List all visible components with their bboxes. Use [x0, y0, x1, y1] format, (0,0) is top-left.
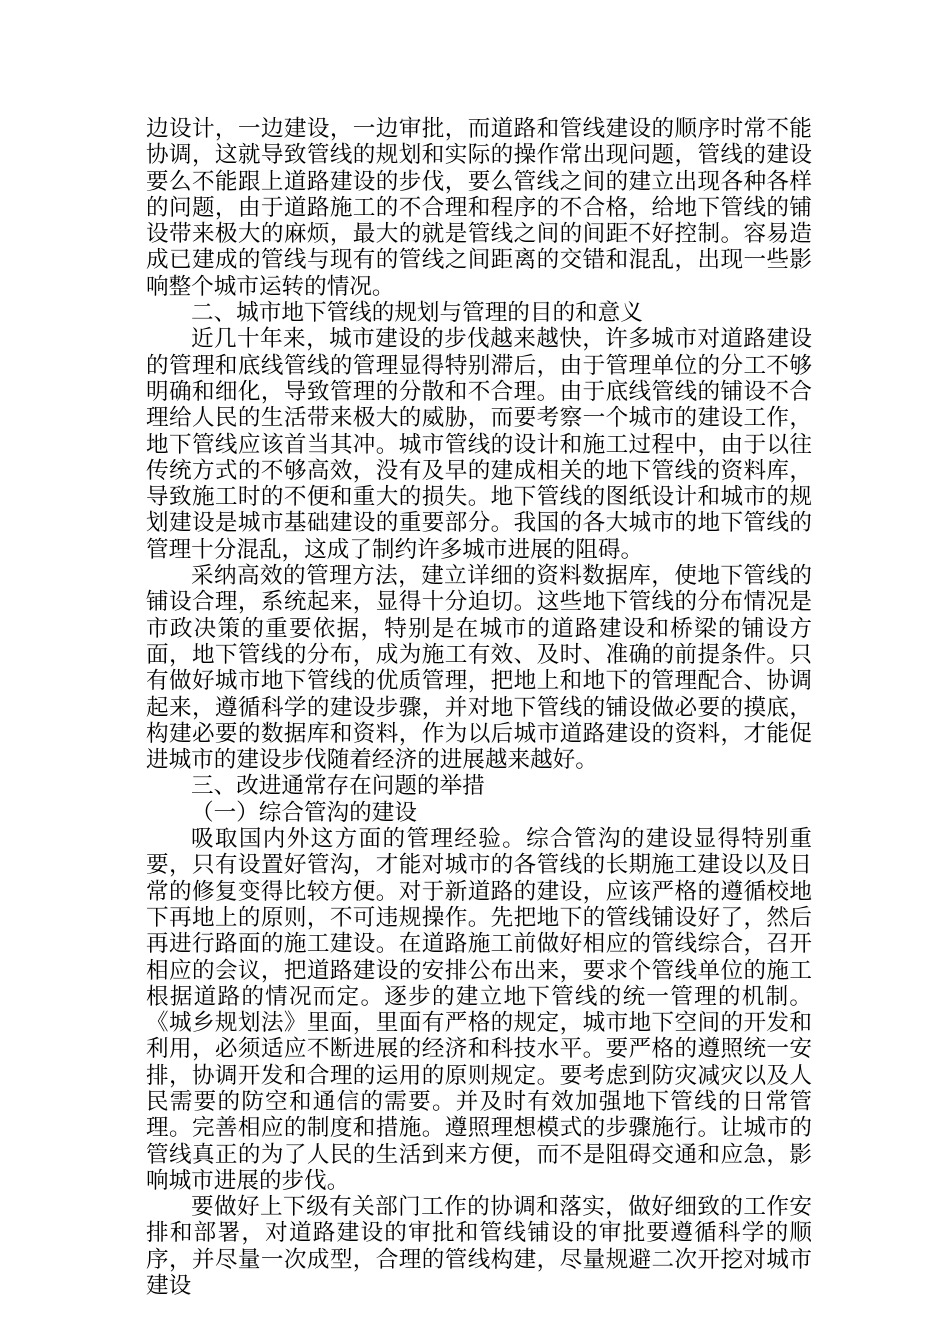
- subsection-heading-1: （一）综合管沟的建设: [191, 799, 417, 826]
- paragraph-1: 边设计，一边建设，一边审批，而道路和管线建设的顺序时常不能协调，这就导致管线的规划和实际的操作常出现问题，管线的建设要么不能跟上道路建设的步伐，要么管线之间的建立出现各种各样的问题，由于道路施工的不合理和程序的不合格，给地下管线的铺设带来极大的麻烦，最大的就是管线之间的间距不好控制。容易造成已建成的管线与现有的管线之间距离的交错和混乱，出现一些影响整个城市运转的情况。: [146, 116, 812, 300]
- section-heading-2: 二、城市地下管线的规划与管理的目的和意义: [191, 300, 643, 327]
- paragraph-7: 吸取国内外这方面的管理经验。综合管沟的建设显得特别重要，只有设置好管沟，才能对城市的各管线的长期施工建设以及日常的修复变得比较方便。对于新道路的建设，应该严格的遵循校地下再地上的原则，不可违规操作。先把地下的管线铺设好了，然后再进行路面的施工建设。在道路施工前做好相应的管线综合，召开相应的会议，把道路建设的安排公布出来，要求个管线单位的施工根据道路的情况而定。逐步的建立地下管线的统一管理的机制。《城乡规划法》里面，里面有严格的规定，城市地下空间的开发和利用，必须适应不断进展的经济和科技水平。要严格的遵照统一安排，协调开发和合理的运用的原则规定。要考虑到防灾减灾以及人民需要的防空和通信的需要。并及时有效加强地下管线的日常管理。完善相应的制度和措施。遵照理想模式的步骤施行。让城市的管线真正的为了人民的生活到来方便，而不是阻碍交通和应急，影响城市进展的步伐。: [146, 826, 812, 1194]
- paragraph-4: 采纳高效的管理方法，建立详细的资料数据库，使地下管线的铺设合理，系统起来，显得十分迫切。这些地下管线的分布情况是市政决策的重要依据，特别是在城市的道路建设和桥梁的铺设方面，地下管线的分布，成为施工有效、及时、准确的前提条件。只有做好城市地下管线的优质管理，把地上和地下的管理配合、协调起来，遵循科学的建设步骤，并对地下管线的铺设做必要的摸底，构建必要的数据库和资料，作为以后城市道路建设的资料，才能促进城市的建设步伐随着经济的进展越来越好。: [146, 563, 812, 774]
- section-heading-3: 三、改进通常存在问题的举措: [191, 773, 485, 800]
- paragraph-8: 要做好上下级有关部门工作的协调和落实，做好细致的工作安排和部署，对道路建设的审批和管线铺设的审批要遵循科学的顺序，并尽量一次成型，合理的管线构建，尽量规避二次开挖对城市建设: [146, 1194, 812, 1300]
- paragraph-3: 近几十年来，城市建设的步伐越来越快，许多城市对道路建设的管理和底线管线的管理显得特别滞后，由于管理单位的分工不够明确和细化，导致管理的分散和不合理。由于底线管线的铺设不合理给人民的生活带来极大的威胁，而要考察一个城市的建设工作，地下管线应该首当其冲。城市管线的设计和施工过程中，由于以往传统方式的不够高效，没有及早的建成相关的地下管线的资料库，导致施工时的不便和重大的损失。地下管线的图纸设计和城市的规划建设是城市基础建设的重要部分。我国的各大城市的地下管线的管理十分混乱，这成了制约许多城市进展的阻碍。: [146, 326, 812, 563]
- document-page: [146, 116, 812, 1299]
